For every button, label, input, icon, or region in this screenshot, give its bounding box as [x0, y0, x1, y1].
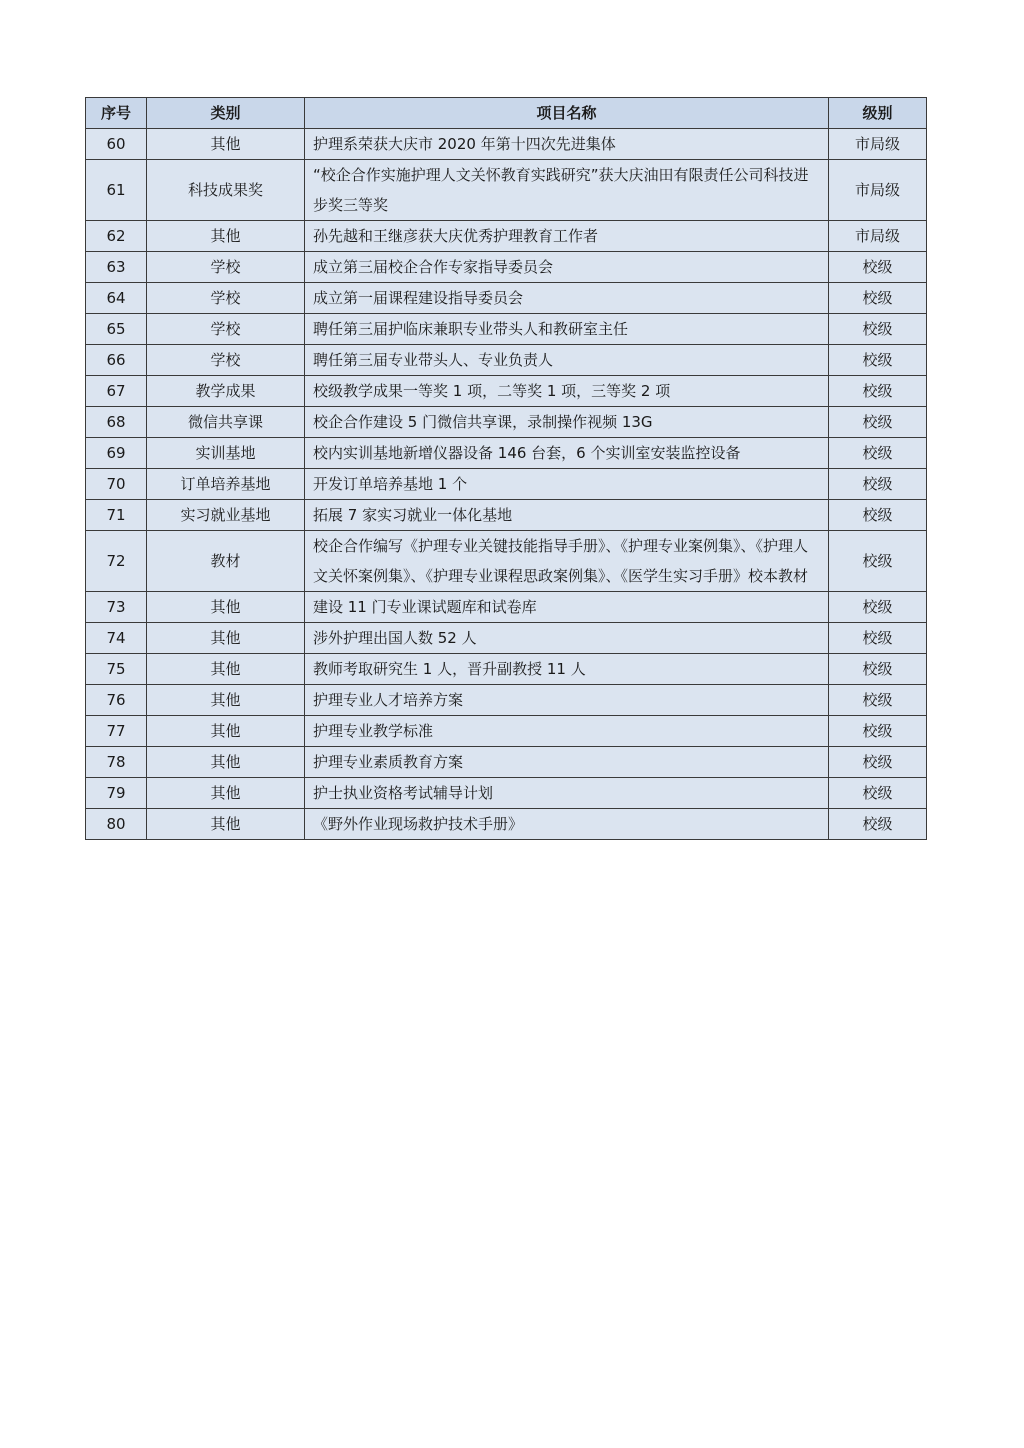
cell-level: 市局级 [829, 221, 927, 252]
cell-no: 78 [86, 747, 147, 778]
table-row [86, 376, 927, 407]
header-no: 序号 [86, 98, 147, 129]
cell-level: 校级 [829, 252, 927, 283]
cell-no: 76 [86, 685, 147, 716]
table-row [86, 221, 927, 252]
cell-no: 80 [86, 809, 147, 840]
cell-category: 学校 [147, 314, 305, 345]
cell-no: 66 [86, 345, 147, 376]
cell-name: 校企合作编写《护理专业关键技能指导手册》、《护理专业案例集》、《护理人文关怀案例集》、《护理专业课程思政案例集》、《医学生实习手册》校本教材 [305, 531, 829, 592]
cell-no: 74 [86, 623, 147, 654]
cell-name: 孙先越和王继彦获大庆优秀护理教育工作者 [305, 221, 829, 252]
table-row [86, 809, 927, 840]
cell-no: 70 [86, 469, 147, 500]
cell-level: 校级 [829, 747, 927, 778]
cell-name: 拓展 7 家实习就业一体化基地 [305, 500, 829, 531]
cell-name: “校企合作实施护理人文关怀教育实践研究”获大庆油田有限责任公司科技进步奖三等奖 [305, 160, 829, 221]
cell-level: 校级 [829, 654, 927, 685]
cell-category: 科技成果奖 [147, 160, 305, 221]
cell-category: 实训基地 [147, 438, 305, 469]
cell-category: 教学成果 [147, 376, 305, 407]
cell-category: 其他 [147, 716, 305, 747]
table-row [86, 716, 927, 747]
cell-category: 其他 [147, 221, 305, 252]
cell-no: 62 [86, 221, 147, 252]
cell-no: 65 [86, 314, 147, 345]
cell-level: 校级 [829, 345, 927, 376]
cell-category: 实习就业基地 [147, 500, 305, 531]
cell-category: 其他 [147, 778, 305, 809]
cell-name: 校级教学成果一等奖 1 项，二等奖 1 项，三等奖 2 项 [305, 376, 829, 407]
cell-no: 69 [86, 438, 147, 469]
cell-category: 其他 [147, 809, 305, 840]
cell-level: 校级 [829, 592, 927, 623]
table-row [86, 469, 927, 500]
table-row [86, 252, 927, 283]
cell-name: 成立第三届校企合作专家指导委员会 [305, 252, 829, 283]
cell-name: 聘任第三届专业带头人、专业负责人 [305, 345, 829, 376]
table-row [86, 685, 927, 716]
cell-name: 聘任第三届护临床兼职专业带头人和教研室主任 [305, 314, 829, 345]
table-row [86, 160, 927, 221]
cell-category: 其他 [147, 623, 305, 654]
cell-level: 校级 [829, 500, 927, 531]
cell-category: 其他 [147, 129, 305, 160]
project-table [85, 97, 927, 840]
cell-name: 《野外作业现场救护技术手册》 [305, 809, 829, 840]
cell-name: 护理专业教学标准 [305, 716, 829, 747]
cell-category: 微信共享课 [147, 407, 305, 438]
cell-no: 64 [86, 283, 147, 314]
cell-name: 校内实训基地新增仪器设备 146 台套，6 个实训室安装监控设备 [305, 438, 829, 469]
cell-category: 其他 [147, 592, 305, 623]
header-category: 类别 [147, 98, 305, 129]
table-row [86, 778, 927, 809]
table-row [86, 747, 927, 778]
cell-no: 73 [86, 592, 147, 623]
cell-level: 校级 [829, 376, 927, 407]
table-row [86, 592, 927, 623]
table-row [86, 129, 927, 160]
document-page [85, 97, 926, 840]
cell-name: 护理专业人才培养方案 [305, 685, 829, 716]
cell-no: 68 [86, 407, 147, 438]
cell-level: 校级 [829, 778, 927, 809]
cell-level: 市局级 [829, 129, 927, 160]
cell-level: 校级 [829, 809, 927, 840]
cell-level: 校级 [829, 407, 927, 438]
table-row [86, 407, 927, 438]
cell-level: 校级 [829, 469, 927, 500]
cell-category: 学校 [147, 283, 305, 314]
cell-level: 校级 [829, 685, 927, 716]
header-name: 项目名称 [305, 98, 829, 129]
cell-no: 71 [86, 500, 147, 531]
table-row [86, 283, 927, 314]
cell-no: 63 [86, 252, 147, 283]
cell-category: 学校 [147, 345, 305, 376]
cell-no: 79 [86, 778, 147, 809]
table-row [86, 654, 927, 685]
table-row [86, 314, 927, 345]
table-row [86, 438, 927, 469]
header-level: 级别 [829, 98, 927, 129]
cell-name: 开发订单培养基地 1 个 [305, 469, 829, 500]
cell-category: 其他 [147, 685, 305, 716]
cell-no: 61 [86, 160, 147, 221]
cell-name: 涉外护理出国人数 52 人 [305, 623, 829, 654]
cell-no: 72 [86, 531, 147, 592]
table-row [86, 500, 927, 531]
cell-category: 学校 [147, 252, 305, 283]
table-row [86, 345, 927, 376]
cell-no: 77 [86, 716, 147, 747]
cell-category: 教材 [147, 531, 305, 592]
cell-level: 校级 [829, 438, 927, 469]
cell-level: 校级 [829, 531, 927, 592]
cell-name: 护理系荣获大庆市 2020 年第十四次先进集体 [305, 129, 829, 160]
cell-category: 其他 [147, 747, 305, 778]
cell-no: 75 [86, 654, 147, 685]
cell-category: 其他 [147, 654, 305, 685]
cell-name: 建设 11 门专业课试题库和试卷库 [305, 592, 829, 623]
table-row [86, 623, 927, 654]
cell-no: 67 [86, 376, 147, 407]
cell-level: 校级 [829, 283, 927, 314]
table-header-row [86, 98, 927, 129]
cell-name: 护理专业素质教育方案 [305, 747, 829, 778]
cell-level: 校级 [829, 314, 927, 345]
table-row [86, 531, 927, 592]
cell-name: 成立第一届课程建设指导委员会 [305, 283, 829, 314]
cell-no: 60 [86, 129, 147, 160]
cell-level: 校级 [829, 623, 927, 654]
cell-name: 校企合作建设 5 门微信共享课，录制操作视频 13G [305, 407, 829, 438]
cell-name: 教师考取研究生 1 人，晋升副教授 11 人 [305, 654, 829, 685]
cell-level: 市局级 [829, 160, 927, 221]
cell-level: 校级 [829, 716, 927, 747]
cell-category: 订单培养基地 [147, 469, 305, 500]
cell-name: 护士执业资格考试辅导计划 [305, 778, 829, 809]
